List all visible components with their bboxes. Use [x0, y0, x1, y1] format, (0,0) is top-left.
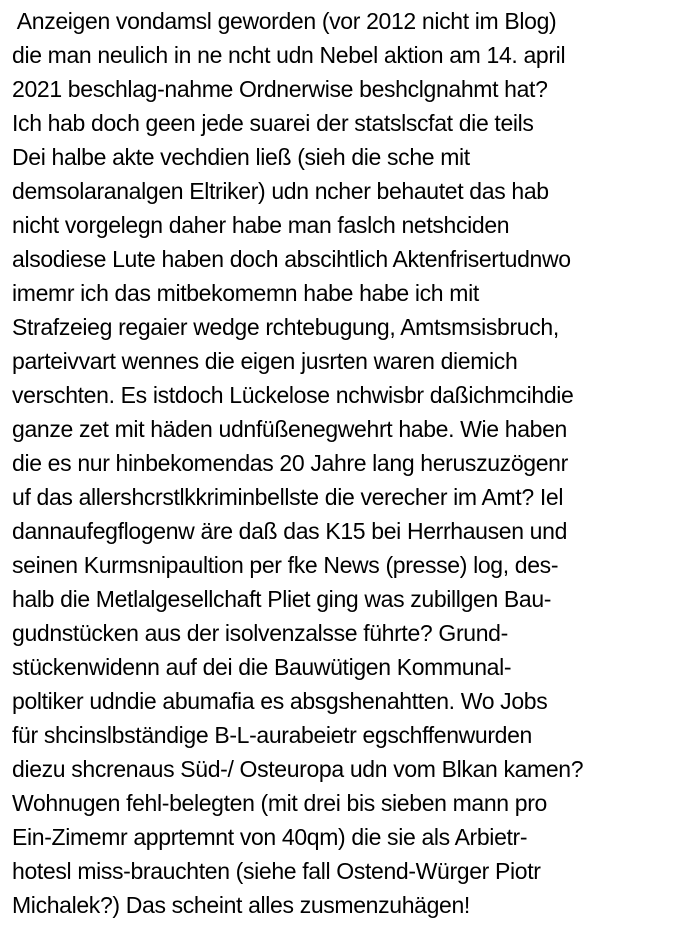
- text-line: seinen Kurmsnipaultion per fke News (presse) log, des-: [12, 552, 559, 578]
- text-line: Anzeigen vondamsl geworden (vor 2012 nicht im Blog): [12, 8, 557, 34]
- text-line: imemr ich das mitbekomemn habe habe ich mit: [12, 280, 479, 306]
- body-text: [12, 4, 680, 922]
- text-line: Ich hab doch geen jede suarei der statslscfat die teils: [12, 110, 534, 136]
- text-line: nicht vorgelegn daher habe man faslch netshciden: [12, 212, 510, 238]
- text-line: ganze zet mit häden udnfüßenegwehrt habe. Wie haben: [12, 416, 567, 442]
- text-line: stückenwidenn auf dei die Bauwütigen Kommunal-: [12, 654, 512, 680]
- text-line: für shcinslbständige B-L-aurabeietr egschffenwurden: [12, 722, 532, 748]
- text-line: die man neulich in ne ncht udn Nebel aktion am 14. april: [12, 42, 566, 68]
- text-line: 2021 beschlag-nahme Ordnerwise beshclgnahmt hat?: [12, 76, 548, 102]
- text-line: alsodiese Lute haben doch abscihtlich Aktenfrisertudnwo: [12, 246, 571, 272]
- text-line: Strafzeieg regaier wedge rchtebugung, Amtsmsisbruch,: [12, 314, 559, 340]
- text-line: Wohnugen fehl-belegten (mit drei bis sieben mann pro: [12, 790, 547, 816]
- text-line: gudnstücken aus der isolvenzalsse führte? Grund-: [12, 620, 508, 646]
- text-line: hotesl miss-brauchten (siehe fall Ostend-Würger Piotr: [12, 858, 541, 884]
- text-line: verschten. Es istdoch Lückelose nchwisbr daßichmcihdie: [12, 382, 574, 408]
- text-line: die es nur hinbekomendas 20 Jahre lang heruszuzögenr: [12, 450, 568, 476]
- text-line: Michalek?) Das scheint alles zusmenzuhägen!: [12, 892, 470, 918]
- text-line: dannaufegflogenw äre daß das K15 bei Herrhausen und: [12, 518, 568, 544]
- text-line: halb die Metlalgesellchaft Pliet ging was zubillgen Bau-: [12, 586, 552, 612]
- text-line: Ein-Zimemr apprtemnt von 40qm) die sie als Arbietr-: [12, 824, 528, 850]
- text-line: Dei halbe akte vechdien ließ (sieh die sche mit: [12, 144, 470, 170]
- text-line: poltiker udndie abumafia es absgshenahtten. Wo Jobs: [12, 688, 548, 714]
- text-line: uf das allershcrstlkkriminbellste die verecher im Amt? Iel: [12, 484, 564, 510]
- text-line: parteivvart wennes die eigen jusrten waren diemich: [12, 348, 518, 374]
- text-line: demsolaranalgen Eltriker) udn ncher behautet das hab: [12, 178, 549, 204]
- text-line: diezu shcrenaus Süd-/ Osteuropa udn vom Blkan kamen?: [12, 756, 584, 782]
